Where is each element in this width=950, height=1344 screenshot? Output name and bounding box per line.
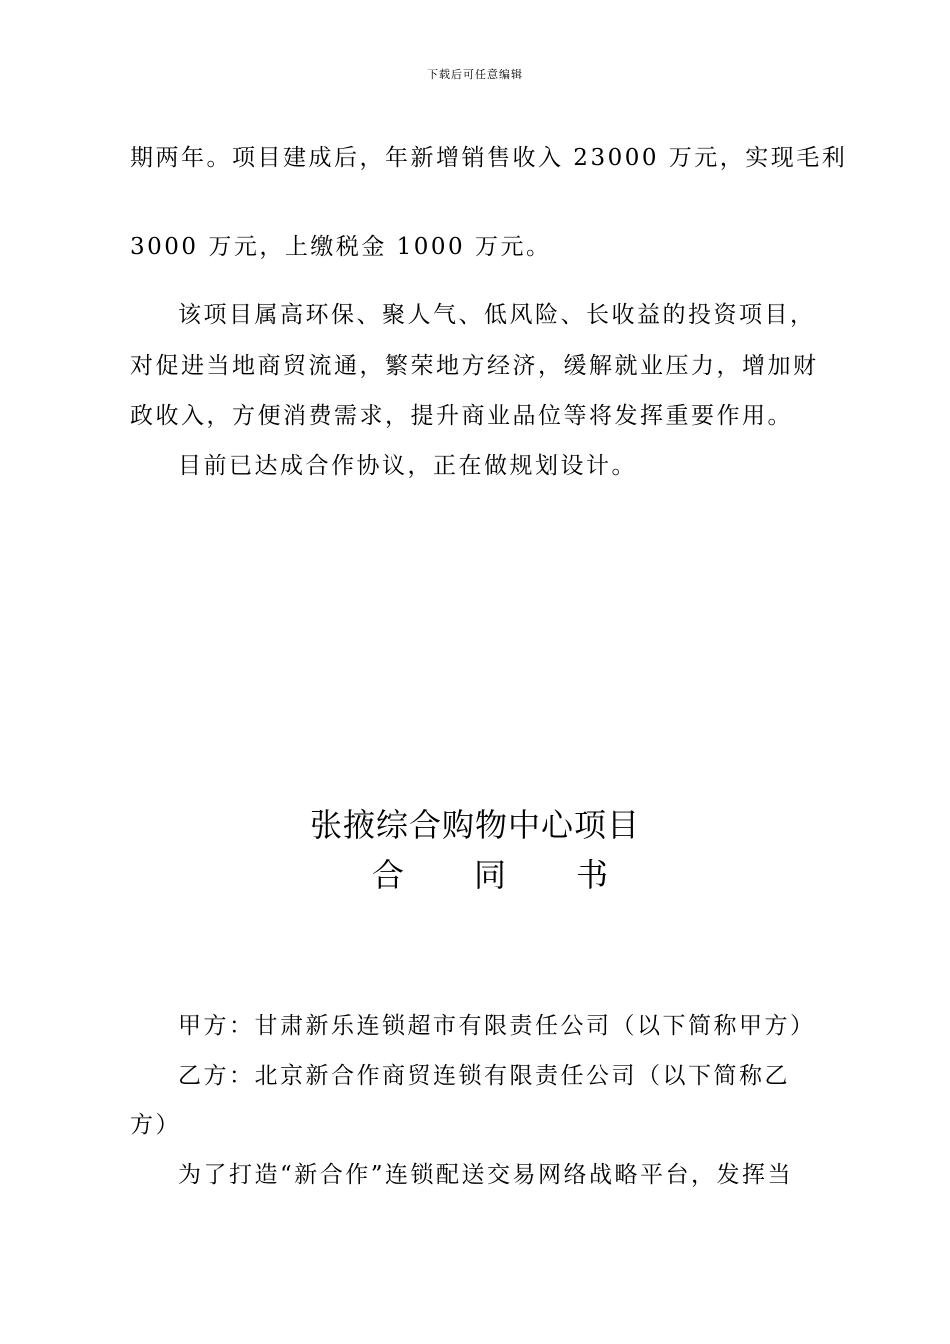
benefits-line-2: 对促进当地商贸流通，繁荣地方经济，缓解就业压力，增加财 bbox=[130, 353, 819, 379]
benefits-line-1: 该项目属高环保、聚人气、低风险、长收益的投资项目， bbox=[178, 302, 816, 328]
party-b-line-2: 方） bbox=[130, 1112, 181, 1138]
page-header-note: 下载后可任意编辑 bbox=[427, 68, 523, 81]
contract-title: 张掖综合购物中心项目 bbox=[309, 806, 640, 844]
continuation-line-2: 3000 万元，上缴税金 1000 万元。 bbox=[130, 234, 552, 260]
continuation-line-1: 期两年。项目建成后，年新增销售收入 23000 万元，实现毛利 bbox=[130, 145, 848, 171]
status-paragraph: 目前已达成合作协议，正在做规划设计。 bbox=[178, 453, 637, 479]
benefits-line-3: 政收入，方便消费需求，提升商业品位等将发挥重要作用。 bbox=[130, 403, 793, 429]
contract-subtitle: 合 同 书 bbox=[371, 856, 639, 894]
party-b-line-1: 乙方：北京新合作商贸连锁有限责任公司（以下简称乙 bbox=[178, 1063, 790, 1089]
party-a-line: 甲方：甘肃新乐连锁超市有限责任公司（以下简称甲方） bbox=[178, 1013, 816, 1039]
purpose-line-1: 为了打造“新合作”连锁配送交易网络战略平台，发挥当 bbox=[178, 1162, 794, 1188]
